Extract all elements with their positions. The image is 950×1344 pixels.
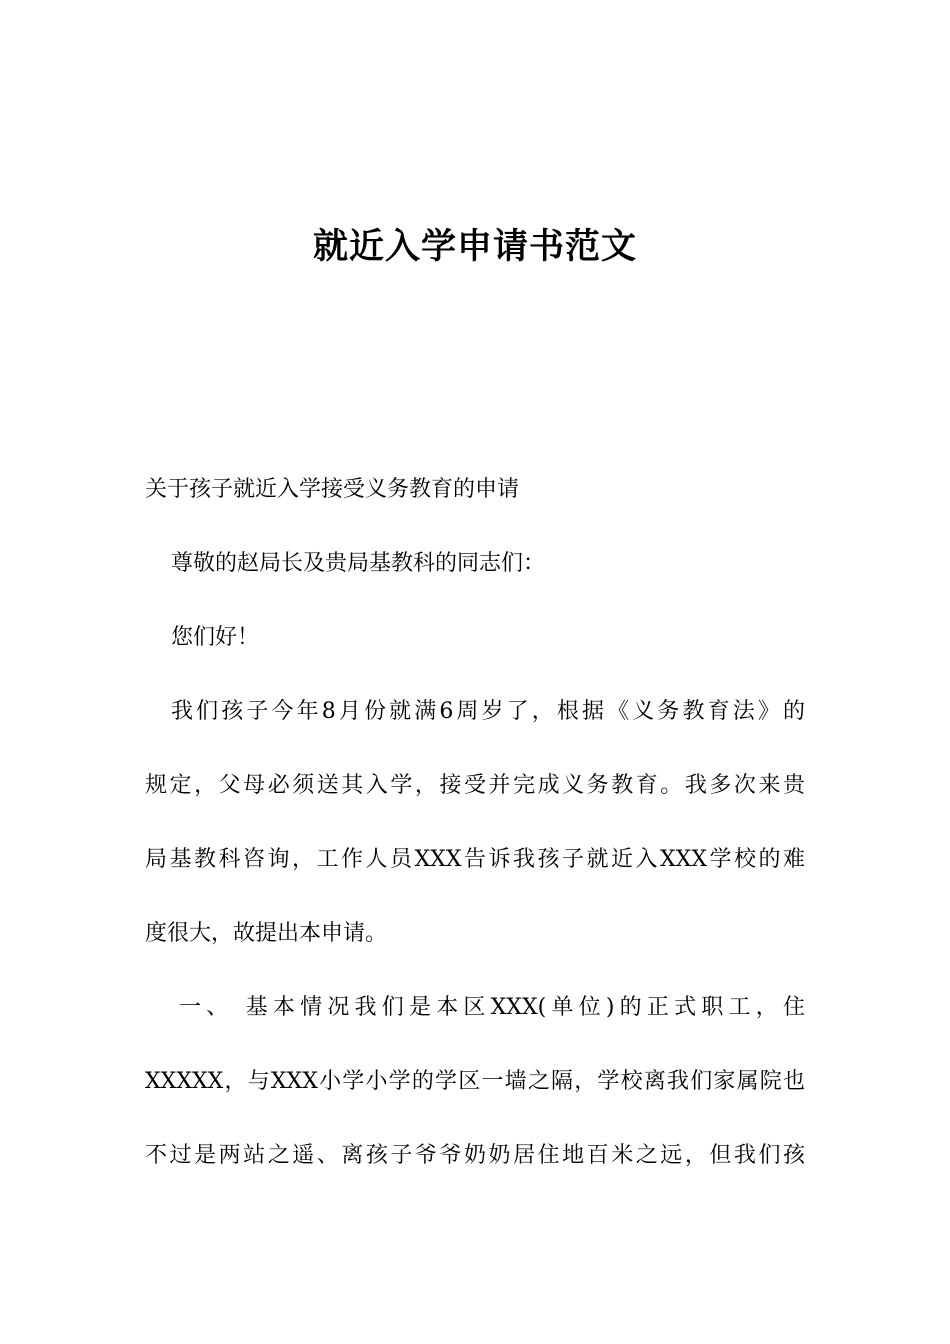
greeting-line: 您们好！: [171, 625, 260, 650]
section-heading-line: 一、 基本情况我们是本区XXX(单位)的正式职工，住: [179, 995, 805, 1020]
paragraph-line: 规定，父母必须送其入学，接受并完成义务教育。我多次来贵: [145, 773, 805, 798]
paragraph-line: 不过是两站之遥、离孩子爷爷奶奶居住地百米之远，但我们孩: [145, 1143, 805, 1168]
application-subject-line: 关于孩子就近入学接受义务教育的申请: [145, 477, 520, 502]
salutation-line: 尊敬的赵局长及贵局基教科的同志们：: [171, 551, 546, 576]
paragraph-line: 我们孩子今年8月份就满6周岁了，根据《义务教育法》的: [171, 699, 805, 724]
document-title: 就近入学申请书范文: [312, 227, 637, 267]
paragraph-line: XXXXX，与XXX小学小学的学区一墙之隔，学校离我们家属院也: [145, 1069, 805, 1094]
paragraph-line: 局基教科咨询，工作人员XXX告诉我孩子就近入XXX学校的难: [145, 847, 805, 872]
document-body: [145, 453, 805, 1193]
paragraph-line: 度很大，故提出本申请。: [145, 921, 388, 946]
